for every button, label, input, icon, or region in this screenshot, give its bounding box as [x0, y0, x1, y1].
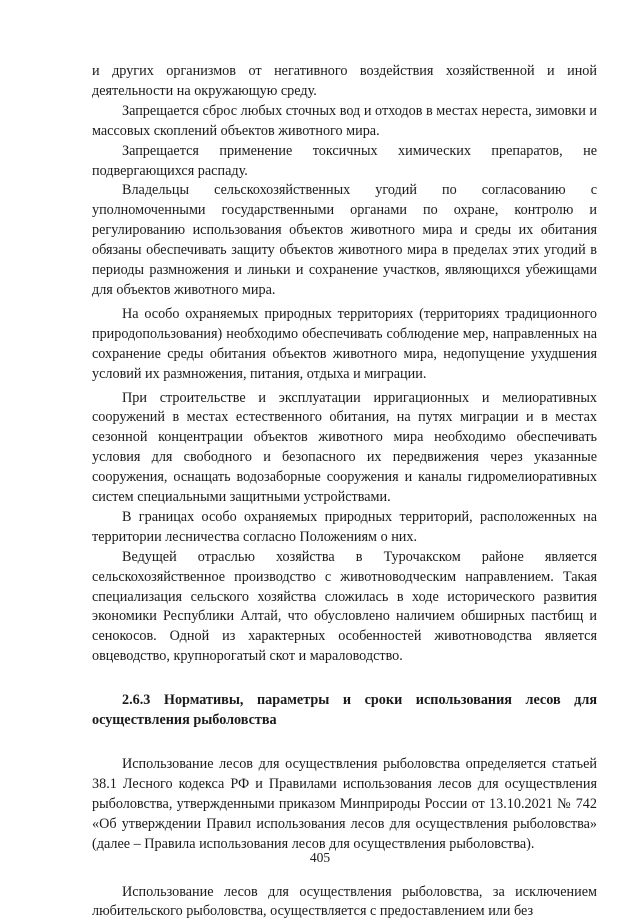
- page-number: 405: [309, 850, 331, 865]
- paragraph-chemicals-ban: Запрещается применение токсичных химических препаратов, не подвергающихся распаду.: [92, 142, 597, 179]
- paragraph-fishing-regulation: Использование лесов для осуществления рыболовства определяется статьей 38.1 Лесного кодекса РФ и Правилами использования лесов для осуществления рыболовства, утвержденными приказом Минприроды России от 13.10.2021 № 742 «Об утверждении Правил использования лесов для осуществления рыболовства» (далее – Правила использования лесов для осуществления рыболовства).: [92, 756, 597, 852]
- paragraph-discharge-ban: Запрещается сброс любых сточных вод и отходов в местах нереста, зимовки и массовых скоплений объектов животного мира.: [92, 102, 597, 139]
- page-body: [92, 62, 597, 922]
- paragraph-protected-areas: На особо охраняемых природных территориях (территориях традиционного природопользования) необходимо обеспечивать соблюдение мер, направленных на сохранение среды обитания объектов животного мира, недопущение ухудшения условий их размножения, питания, отдыха и миграции.: [92, 305, 597, 382]
- paragraph-fishing-usage: Использование лесов для осуществления рыболовства, за исключением любительского рыболовства, осуществляется с предоставлением или без: [92, 883, 597, 920]
- paragraph-landowners: Владельцы сельскохозяйственных угодий по согласованию с уполномоченными государственными органами по охране, контролю и регулированию использования объектов животного мира и среды их обитания обязаны обеспечивать защиту объектов животного мира в пределах этих угодий в периоды размножения и линьки и сохранение участков, являющихся убежищами для объектов животного мира.: [92, 182, 597, 298]
- paragraph-irrigation: При строительстве и эксплуатации ирригационных и мелиоративных сооружений в местах естественного обитания, на путях миграции и в местах сезонной концентрации объектов животного мира необходимо обеспечивать условия для свободного и безопасного их передвижения через указанные сооружения, оснащать водозаборные сооружения и каналы гидромелиоративных систем специальными защитными устройствами.: [92, 389, 597, 506]
- paragraph-economy: Ведущей отраслью хозяйства в Турочакском районе является сельскохозяйственное производство с животноводческим направлением. Такая специализация сельского хозяйства сложилась в ходе исторического развития экономики Республики Алтай, что обусловлено наличием обширных пастбищ и сенокосов. Одной из характерных особенностей животноводства является овцеводство, крупнорогатый скот и мараловодство.: [92, 548, 597, 665]
- paragraph-continuation: и других организмов от негативного воздействия хозяйственной и иной деятельности на окружающую среду.: [92, 63, 597, 99]
- paragraph-boundaries: В границах особо охраняемых природных территорий, расположенных на территории лесничества согласно Положениям о них.: [92, 508, 597, 545]
- section-heading: 2.6.3 Нормативы, параметры и сроки использования лесов для осуществления рыболовства: [92, 692, 597, 729]
